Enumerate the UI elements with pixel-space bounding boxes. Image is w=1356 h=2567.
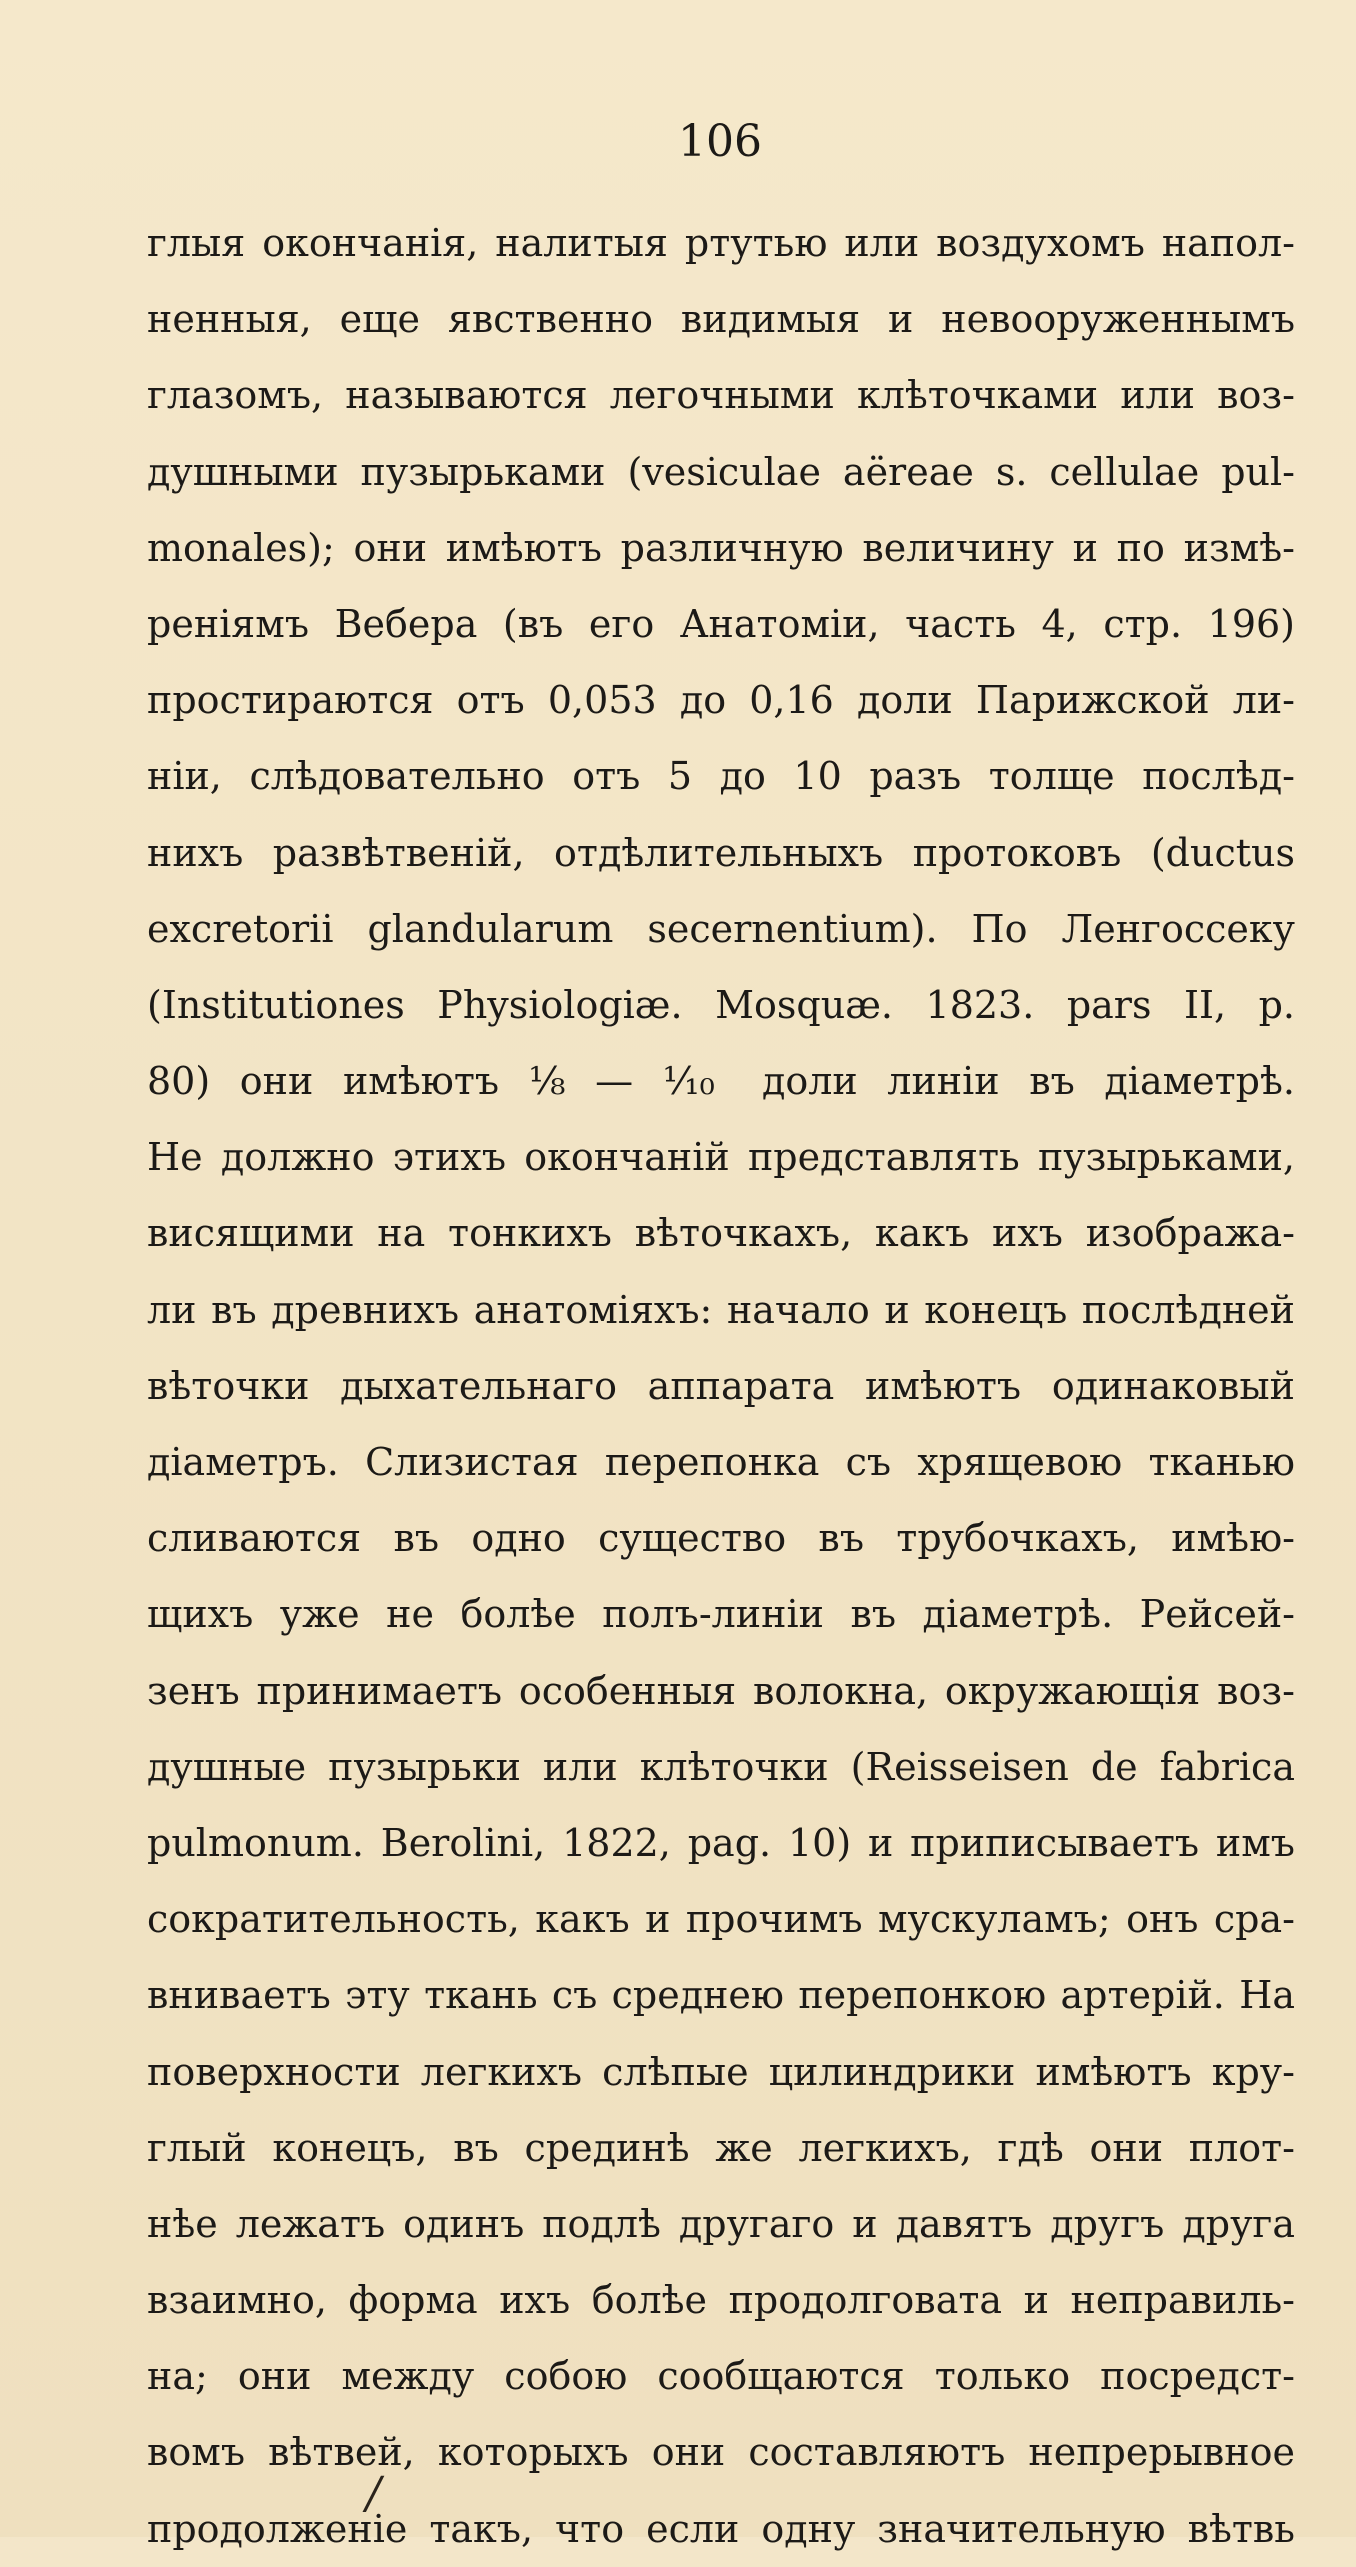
text-line: висящими на тонкихъ вѣточкахъ, какъ ихъ изобража-: [147, 1211, 1295, 1256]
text-line: вѣточки дыхательнаго аппарата имѣютъ одинаковый: [147, 1363, 1295, 1408]
text-line: вомъ вѣтвей, которыхъ они составляютъ непрерывное: [147, 2430, 1295, 2475]
text-line: 80) они имѣютъ ⅛ — ⅒ доли линіи въ діаметрѣ.: [147, 1059, 1295, 1104]
text-line: сливаются въ одно существо въ трубочкахъ, имѣю-: [147, 1516, 1295, 1561]
bottom-mark: /: [366, 2468, 381, 2519]
text-line: простираются отъ 0,053 до 0,16 доли Парижской ли-: [147, 678, 1295, 723]
text-line: продолженіе такъ, что если одну значительную вѣтвь: [147, 2506, 1295, 2551]
text-line: на; они между собою сообщаются только посредст-: [147, 2354, 1295, 2399]
text-line: сократительность, какъ и прочимъ мускуламъ; онъ сра-: [147, 1897, 1295, 1942]
text-line: взаимно, форма ихъ болѣе продолговата и неправиль-: [147, 2278, 1295, 2323]
text-line: щихъ уже не болѣе полъ-линіи въ діаметрѣ. Рейсей-: [147, 1592, 1295, 1637]
text-line: pulmonum. Berolini, 1822, pag. 10) и приписываетъ имъ: [147, 1820, 1295, 1865]
text-line: ли въ древнихъ анатоміяхъ: начало и конецъ послѣдней: [147, 1287, 1295, 1332]
text-line: excretorii glandularum secernentium). По Ленгоссеку: [147, 906, 1295, 951]
text-line: душные пузырьки или клѣточки (Reisseisen de fabrica: [147, 1744, 1295, 1789]
body-text: [147, 205, 1295, 2567]
text-line: monales); они имѣютъ различную величину и по измѣ-: [147, 525, 1295, 570]
text-line: реніямъ Вебера (въ его Анатоміи, часть 4, стр. 196): [147, 601, 1295, 646]
text-line: вниваетъ эту ткань съ среднею перепонкою артерій. На: [147, 1973, 1295, 2018]
text-line: глазомъ, называются легочными клѣточками или воз-: [147, 373, 1295, 418]
text-line: нѣе лежатъ одинъ подлѣ другаго и давятъ другъ друга: [147, 2201, 1295, 2246]
text-line: зенъ принимаетъ особенныя волокна, окружающія воз-: [147, 1668, 1295, 1713]
text-line: глый конецъ, въ срединѣ же легкихъ, гдѣ они плот-: [147, 2125, 1295, 2170]
text-line: (Institutiones Physiologiæ. Mosquæ. 1823. pars II, p.: [147, 982, 1295, 1027]
text-line: глыя окончанія, налитыя ртутью или воздухомъ напол-: [147, 221, 1295, 265]
text-line: діаметръ. Слизистая перепонка съ хрящевою тканью: [147, 1440, 1295, 1484]
text-line: душными пузырьками (vesiculae aëreae s. cellulae pul-: [147, 449, 1295, 494]
text-line: ненныя, еще явственно видимыя и невооруженнымъ: [147, 297, 1295, 342]
text-line: Не должно этихъ окончаній представлять пузырьками,: [147, 1135, 1295, 1180]
page-number: 106: [678, 116, 762, 167]
text-line: ніи, слѣдовательно отъ 5 до 10 разъ толще послѣд-: [147, 754, 1295, 799]
text-line: поверхности легкихъ слѣпые цилиндрики имѣютъ кру-: [147, 2049, 1295, 2094]
text-line: нихъ развѣтвеній, отдѣлительныхъ протоковъ (ductus: [147, 830, 1295, 875]
